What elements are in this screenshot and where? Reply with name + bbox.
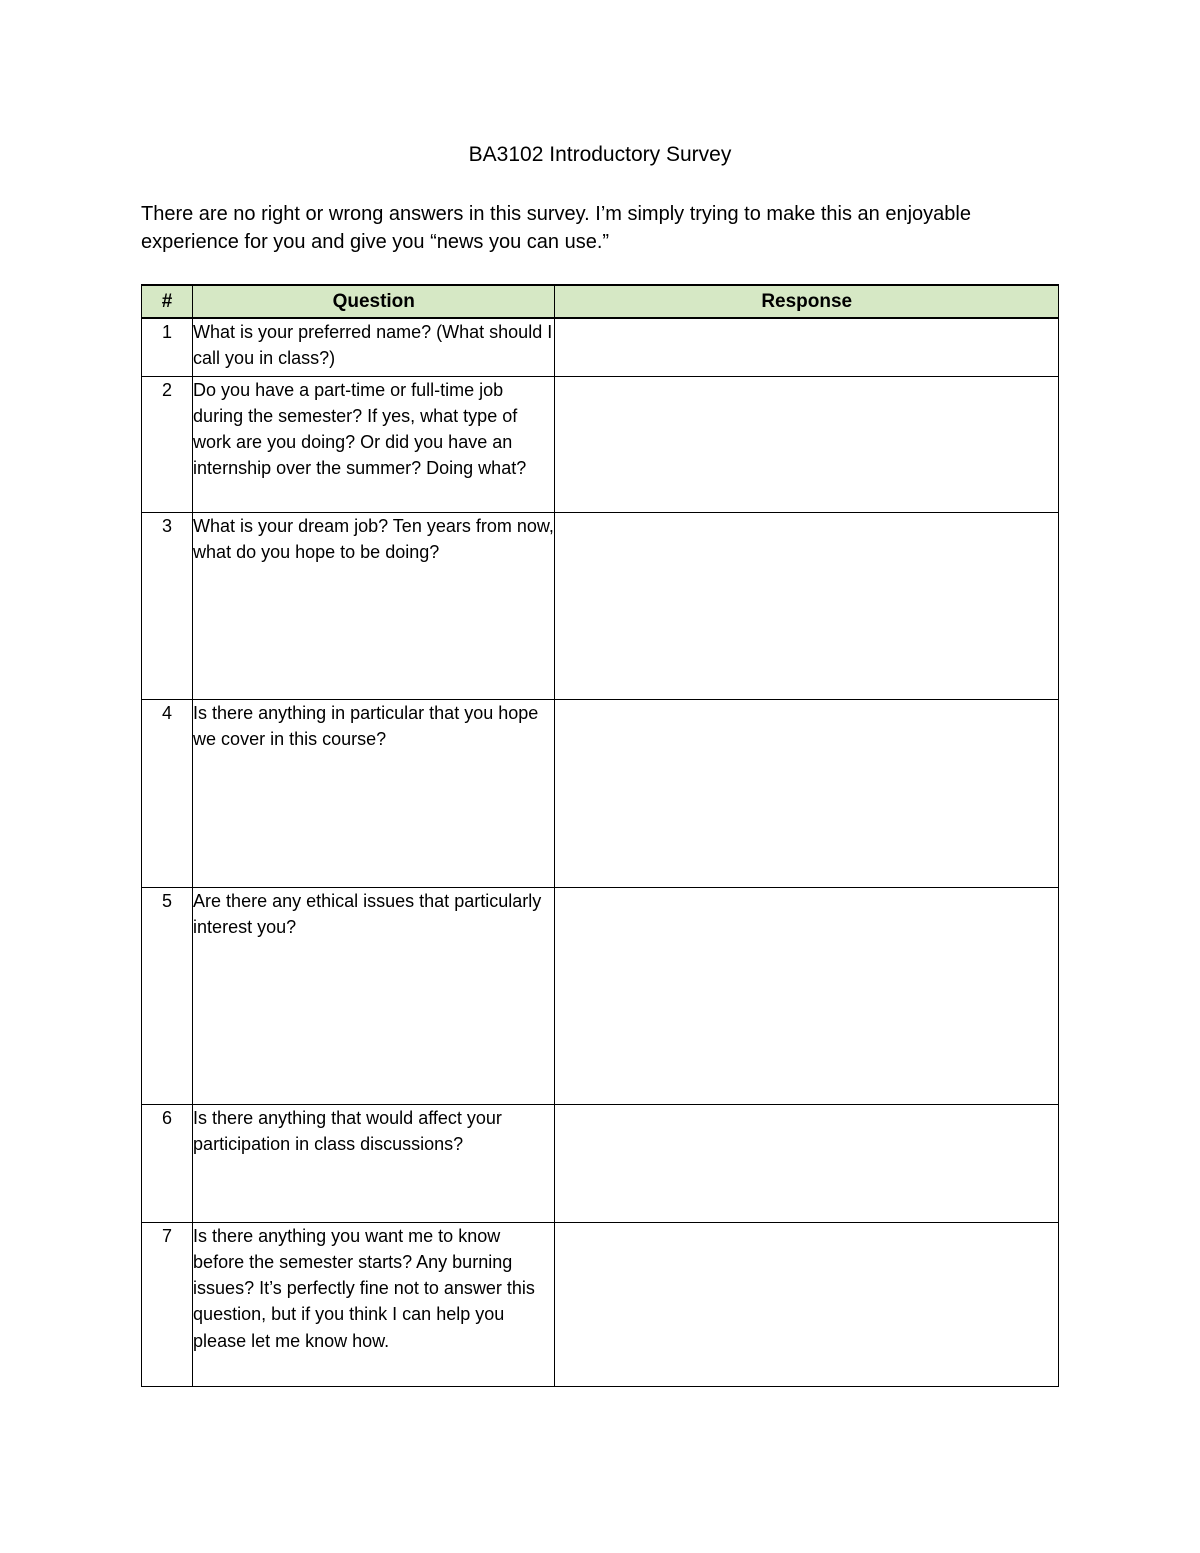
- response-cell[interactable]: [555, 512, 1059, 699]
- header-number: #: [142, 285, 193, 318]
- intro-paragraph: There are no right or wrong answers in this survey. I’m simply trying to make this an enjoyable experience for you and give you “news you can use.”: [141, 203, 971, 253]
- header-question: Question: [193, 285, 555, 318]
- table-row: [142, 699, 1059, 887]
- row-question: Do you have a part-time or full-time job during the semester? If yes, what type of work are you doing? Or did you have an internship over the summer? Doing what?: [193, 376, 555, 512]
- row-number: 1: [142, 318, 193, 376]
- row-number: 7: [142, 1222, 193, 1386]
- row-number: 6: [142, 1104, 193, 1222]
- row-number: 4: [142, 699, 193, 887]
- response-cell[interactable]: [555, 376, 1059, 512]
- table-header-row: [142, 285, 1059, 318]
- response-cell[interactable]: [555, 1104, 1059, 1222]
- response-cell[interactable]: [555, 887, 1059, 1104]
- row-question: What is your dream job? Ten years from now, what do you hope to be doing?: [193, 512, 555, 699]
- row-number: 5: [142, 887, 193, 1104]
- table-row: [142, 512, 1059, 699]
- response-cell[interactable]: [555, 1222, 1059, 1386]
- row-question: Is there anything you want me to know before the semester starts? Any burning issues? It’s perfectly fine not to answer this question, but if you think I can help you please let me know how.: [193, 1222, 555, 1386]
- row-question: Is there anything in particular that you hope we cover in this course?: [193, 699, 555, 887]
- table-row: [142, 1222, 1059, 1386]
- row-question: Is there anything that would affect your participation in class discussions?: [193, 1104, 555, 1222]
- response-cell[interactable]: [555, 699, 1059, 887]
- table-row: [142, 1104, 1059, 1222]
- header-response: Response: [555, 285, 1059, 318]
- document-title: BA3102 Introductory Survey: [468, 143, 732, 166]
- table-row: [142, 318, 1059, 376]
- row-number: 2: [142, 376, 193, 512]
- row-number: 3: [142, 512, 193, 699]
- table-row: [142, 887, 1059, 1104]
- row-question: Are there any ethical issues that particularly interest you?: [193, 887, 555, 1104]
- survey-table: [141, 284, 1059, 1387]
- table-row: [142, 376, 1059, 512]
- row-question: What is your preferred name? (What should I call you in class?): [193, 318, 555, 376]
- response-cell[interactable]: [555, 318, 1059, 376]
